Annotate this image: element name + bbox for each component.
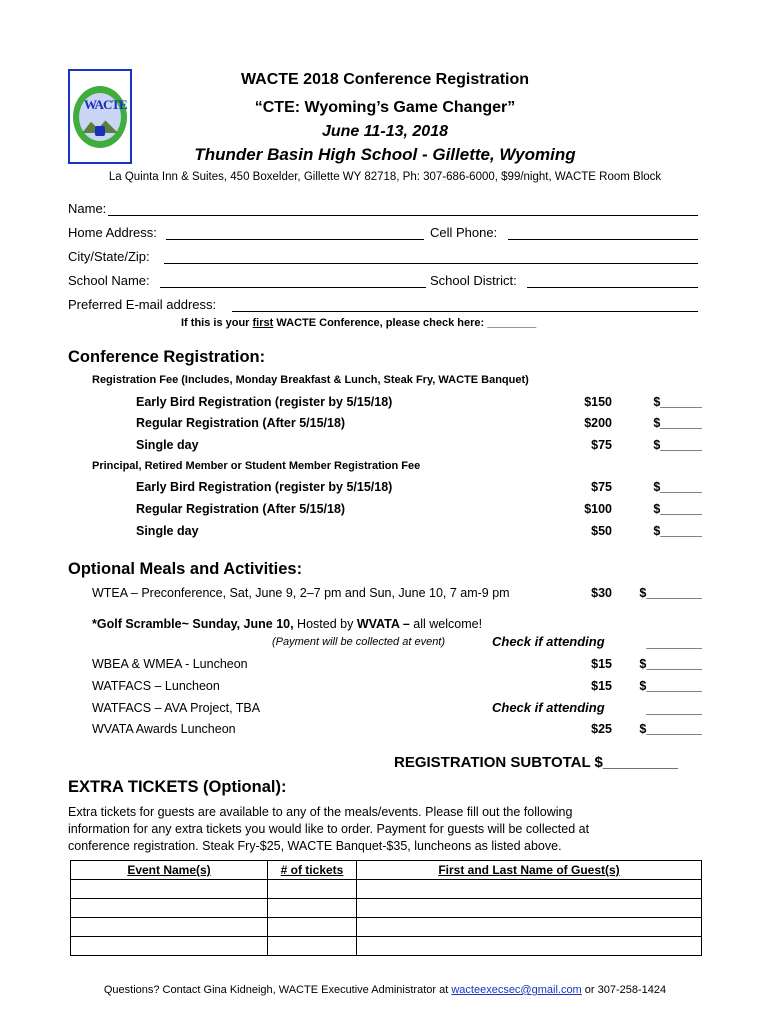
email-field[interactable]: [232, 311, 698, 312]
first-suffix: WACTE Conference, please check here:: [273, 317, 485, 329]
member-single-day-blank[interactable]: $______: [653, 524, 702, 538]
guest-cell[interactable]: [357, 937, 702, 956]
conference-dates: June 11-13, 2018: [321, 123, 448, 140]
watfacs-label: WATFACS – Luncheon: [92, 679, 220, 693]
guest-cell[interactable]: [357, 918, 702, 937]
member-single-day-label: Single day: [136, 524, 199, 538]
table-row: [71, 937, 702, 956]
table-header-row: [71, 861, 702, 880]
golf-payment-note: (Payment will be collected at event): [272, 636, 446, 648]
golf-check-label: Check if attending: [492, 634, 605, 649]
extra-text-line2: information for any extra tickets you would like to order. Payment for guests will be collected at: [68, 822, 590, 836]
regular-price: $200: [584, 416, 612, 430]
event-cell[interactable]: [71, 918, 268, 937]
col-event-name: Event Name(s): [71, 861, 268, 880]
tickets-cell[interactable]: [268, 937, 357, 956]
conference-registration-heading: Conference Registration:: [68, 348, 266, 366]
conference-venue: Thunder Basin High School - Gillette, Wyoming: [194, 145, 576, 164]
first-conference-checkbox[interactable]: ________: [487, 317, 537, 329]
regular-label: Regular Registration (After 5/15/18): [136, 416, 346, 430]
member-regular-blank[interactable]: $______: [653, 502, 702, 516]
first-conference-note: [181, 317, 536, 329]
member-regular-price: $100: [584, 502, 612, 516]
tickets-cell[interactable]: [268, 880, 357, 899]
ava-check-blank[interactable]: ________: [646, 702, 702, 716]
regular-blank[interactable]: $______: [653, 416, 702, 430]
early-bird-blank[interactable]: $______: [653, 395, 702, 409]
event-cell[interactable]: [71, 937, 268, 956]
golf-title: *Golf Scramble~ Sunday, June 10,: [92, 617, 294, 631]
table-row: [71, 918, 702, 937]
col-num-tickets: # of tickets: [268, 861, 357, 880]
extra-tickets-heading: EXTRA TICKETS (Optional):: [68, 778, 287, 796]
early-bird-label: Early Bird Registration (register by 5/15/18): [136, 395, 393, 409]
wvata-blank[interactable]: $________: [639, 722, 702, 736]
wtea-label: WTEA – Preconference, Sat, June 9, 2–7 pm and Sun, June 10, 7 am-9 pm: [92, 586, 510, 600]
first-word: first: [252, 317, 274, 329]
member-early-bird-label: Early Bird Registration (register by 5/15/18): [136, 480, 393, 494]
extra-text-line1: Extra tickets for guests are available to any of the meals/events. Please fill out the following: [68, 805, 573, 819]
contact-email-link[interactable]: wacteexecsec@gmail.com: [451, 984, 582, 996]
golf-host: WVATA –: [356, 617, 410, 631]
member-fee-subheading: Principal, Retired Member or Student Member Registration Fee: [92, 460, 421, 472]
wbea-label: WBEA & WMEA - Luncheon: [92, 657, 248, 671]
golf-scramble-line: [92, 617, 482, 631]
registration-fee-subheading: Registration Fee (Includes, Monday Breakfast & Lunch, Steak Fry, WACTE Banquet): [92, 374, 529, 386]
school-district-field[interactable]: [527, 287, 698, 288]
ava-label: WATFACS – AVA Project, TBA: [92, 701, 261, 715]
school-district-label: School District:: [430, 273, 517, 288]
footer-phone: or 307-258-1424: [581, 984, 667, 996]
wbea-price: $15: [591, 657, 612, 671]
single-day-label: Single day: [136, 438, 199, 452]
wbea-blank[interactable]: $________: [639, 657, 702, 671]
guest-cell[interactable]: [357, 899, 702, 918]
home-address-field[interactable]: [166, 239, 424, 240]
name-field[interactable]: [108, 215, 698, 216]
tickets-cell[interactable]: [268, 918, 357, 937]
golf-welcome: all welcome!: [409, 617, 483, 631]
extra-text-line3: conference registration. Steak Fry-$25, WACTE Banquet-$35, luncheons as listed above.: [68, 839, 562, 853]
conference-theme: “CTE: Wyoming’s Game Changer”: [254, 99, 516, 116]
watfacs-price: $15: [591, 679, 612, 693]
member-early-bird-blank[interactable]: $______: [653, 480, 702, 494]
event-cell[interactable]: [71, 899, 268, 918]
col-guest-name: First and Last Name of Guest(s): [357, 861, 702, 880]
table-row: [71, 899, 702, 918]
extra-tickets-table: [70, 860, 702, 956]
wvata-label: WVATA Awards Luncheon: [92, 722, 236, 736]
event-cell[interactable]: [71, 880, 268, 899]
first-prefix: If this is your: [181, 317, 253, 329]
table-row: [71, 880, 702, 899]
early-bird-price: $150: [584, 395, 612, 409]
school-name-label: School Name:: [68, 273, 150, 288]
member-regular-label: Regular Registration (After 5/15/18): [136, 502, 346, 516]
wvata-price: $25: [591, 722, 612, 736]
tickets-cell[interactable]: [268, 899, 357, 918]
guest-cell[interactable]: [357, 880, 702, 899]
member-single-day-price: $50: [591, 524, 612, 538]
wtea-blank[interactable]: $________: [639, 586, 702, 600]
single-day-blank[interactable]: $______: [653, 438, 702, 452]
member-early-bird-price: $75: [591, 480, 612, 494]
optional-meals-heading: Optional Meals and Activities:: [68, 560, 303, 578]
wtea-price: $30: [591, 586, 612, 600]
ava-check-label: Check if attending: [492, 700, 605, 715]
email-label: Preferred E-mail address:: [68, 297, 217, 312]
cell-phone-field[interactable]: [508, 239, 698, 240]
footer-text: Questions? Contact Gina Kidneigh, WACTE Executive Administrator at: [103, 984, 452, 996]
registration-subtotal[interactable]: REGISTRATION SUBTOTAL $_________: [394, 754, 678, 771]
golf-check-blank[interactable]: ________: [646, 636, 702, 650]
cell-phone-label: Cell Phone:: [430, 225, 498, 240]
golf-hosted: Hosted by: [293, 617, 357, 631]
hotel-info: La Quinta Inn & Suites, 450 Boxelder, Gillette WY 82718, Ph: 307-686-6000, $99/night, WACTE Room Block: [108, 171, 662, 183]
school-name-field[interactable]: [160, 287, 426, 288]
single-day-price: $75: [591, 438, 612, 452]
footer-contact: [0, 984, 770, 996]
name-label: Name:: [68, 201, 107, 216]
watfacs-blank[interactable]: $________: [639, 679, 702, 693]
city-label: City/State/Zip:: [68, 249, 150, 264]
home-address-label: Home Address:: [68, 225, 157, 240]
city-field[interactable]: [164, 263, 698, 264]
logo-text: WACTE: [84, 97, 127, 112]
page-title: WACTE 2018 Conference Registration: [240, 71, 530, 88]
